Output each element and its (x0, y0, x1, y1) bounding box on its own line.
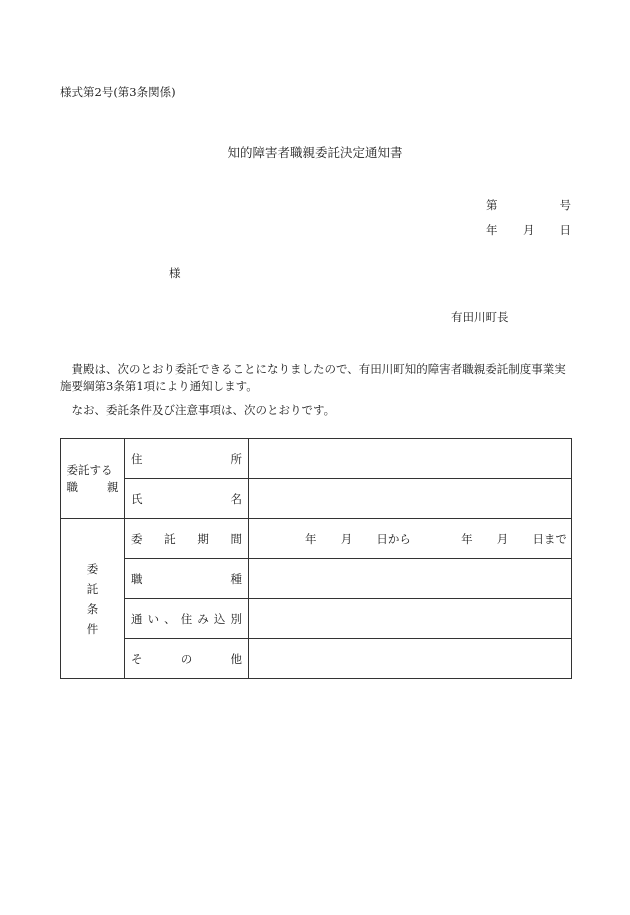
commute-live-in-label-cell (125, 599, 249, 639)
other-label-cell (125, 639, 249, 679)
date-month: 月 (523, 223, 535, 237)
occupation-value-cell[interactable] (249, 559, 572, 599)
table-row (61, 479, 572, 519)
number-suffix: 号 (559, 198, 571, 212)
address-label-char: 住 (131, 451, 143, 466)
number-prefix: 第 (486, 198, 498, 212)
addressee-honorific: 様 (169, 266, 181, 280)
commute-label-char: 通 (131, 611, 143, 626)
group2-char: 委 (86, 561, 99, 576)
address-label-cell (125, 439, 249, 479)
group2-char: 件 (86, 621, 99, 636)
group1-char-a: 職 (66, 479, 78, 494)
other-value-cell[interactable] (249, 639, 572, 679)
address-value-cell[interactable] (249, 439, 572, 479)
occupation-label-char: 種 (230, 571, 242, 586)
group1-char-b: 親 (107, 479, 119, 494)
period-label-cell (125, 519, 249, 559)
period-label-char: 期 (197, 531, 209, 546)
name-label-char: 氏 (131, 491, 143, 506)
period-value-cell[interactable] (249, 519, 572, 559)
conditions-table (60, 438, 572, 679)
group2-char: 託 (86, 581, 99, 596)
commute-label-char: み (197, 611, 209, 626)
body-paragraph-2: なお、委託条件及び注意事項は、次のとおりです。 (71, 403, 336, 417)
period-start-year: 年 (305, 531, 317, 546)
period-end-day: 日まで (532, 531, 567, 546)
other-label-char: の (180, 651, 193, 666)
group2-char: 条 (86, 601, 99, 616)
name-label-char: 名 (230, 491, 242, 506)
date-year: 年 (486, 223, 498, 237)
document-title: 知的障害者職親委託決定通知書 (227, 145, 403, 160)
table-row (61, 559, 572, 599)
address-label-char: 所 (230, 451, 242, 466)
period-start-day: 日から (376, 531, 411, 546)
period-label-char: 託 (164, 531, 176, 546)
table-row (61, 439, 572, 479)
occupation-label-cell (125, 559, 249, 599)
occupation-label-char: 職 (131, 571, 143, 586)
group1-line1: 委託する (66, 462, 113, 477)
commute-label-char: 住 (180, 611, 193, 626)
issuer-name: 有田川町長 (451, 310, 509, 324)
commute-live-in-value-cell[interactable] (249, 599, 572, 639)
period-end-year: 年 (461, 531, 473, 546)
other-label-char: そ (131, 651, 143, 666)
commute-label-char: 込 (213, 611, 226, 626)
name-value-cell[interactable] (249, 479, 572, 519)
date-day: 日 (559, 223, 571, 237)
other-label-char: 他 (230, 651, 242, 666)
period-label-char: 間 (230, 531, 242, 546)
body-paragraph-1: 貴殿は、次のとおり委託できることになりましたので、有田川町知的障害者職親委託制度事業実施要綱第3条第1項により通知します。 (60, 362, 566, 393)
commute-label-char: い (147, 611, 160, 626)
form-number: 様式第2号(第3条関係) (60, 85, 176, 99)
table-row (61, 639, 572, 679)
table-row (61, 519, 572, 559)
period-start-month: 月 (340, 531, 353, 546)
commute-label-char: 、 (164, 611, 176, 626)
name-label-cell (125, 479, 249, 519)
commute-label-char: 別 (230, 611, 242, 626)
table-row (61, 599, 572, 639)
period-end-month: 月 (496, 531, 509, 546)
consignment-conditions-group-cell (61, 519, 125, 679)
period-label-char: 委 (131, 531, 143, 546)
foster-employer-group-cell (61, 439, 125, 519)
